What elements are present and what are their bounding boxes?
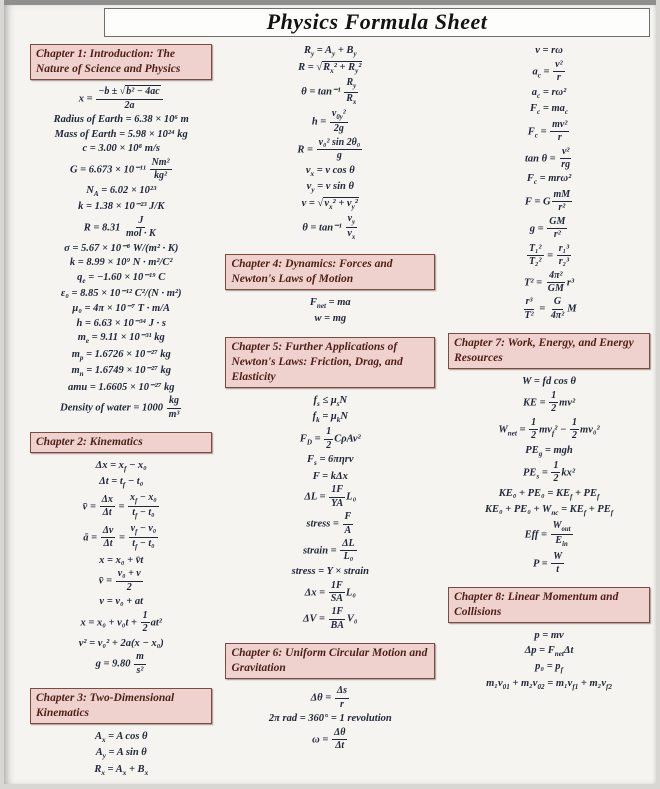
formula-line: F = kΔx xyxy=(312,470,348,482)
formula-line: $m_1v_{01} + m_2v_{02} = m_1v_{f1} + m_2v_{f2}$ xyxy=(486,677,612,691)
formula-line: KE = $\frac{1}{2}$ mv² xyxy=(522,389,576,415)
formula-line: $A_y = A$ sin θ xyxy=(95,747,147,761)
column-1 xyxy=(30,41,212,789)
chapter-5-formulas xyxy=(225,394,435,633)
formula-sheet xyxy=(4,0,656,784)
formula-line: amu = 1.6605 × 10⁻²⁷ kg xyxy=(67,381,175,393)
formula-line: T² = $\frac{\text{4π²}}{GM}$ r³ xyxy=(523,269,575,294)
formula-line: W = fd cos θ xyxy=(522,376,576,388)
chapter-3-header xyxy=(30,688,212,724)
column-3 xyxy=(448,41,650,703)
chapter-4-formulas xyxy=(225,296,435,326)
formula-line: $m_n = 1.6749 \times 10^{-27}$ kg xyxy=(71,365,171,379)
formula-line: ΔV = $\frac{1F}{BA}$ V₀ xyxy=(302,606,358,631)
chapter-7-header xyxy=(448,333,650,369)
formula-line: R = $\frac{\text{v₀² sin 2θ₀}}{g}$ xyxy=(297,136,361,162)
formula-line: $\frac{\text{T₁²}}{\text{T₂²}}$ = $\frac{\text{r₁³}}{\text{r₂³}}$ xyxy=(528,242,570,268)
formula-line: $A_x = A$ cos θ xyxy=(94,731,148,745)
formula-line: $F_c = mr\omega^2$ xyxy=(526,173,572,187)
chapter-1-header xyxy=(30,44,212,80)
formula-line: stress = Y × strain xyxy=(291,565,369,577)
formula-line: $F_s = 6\pi\eta rv$ xyxy=(307,454,354,468)
chapter-6-header xyxy=(225,643,435,679)
chapter-8-title: Chapter 8: Linear Momentum and Collisions xyxy=(454,591,619,619)
formula-line: Δθ = $\frac{\Delta s}{r}$ xyxy=(310,685,347,710)
formula-line: F = G $\frac{mM}{\text{r²}}$ xyxy=(524,188,571,214)
columns xyxy=(4,37,656,789)
formula-line: $R_x = A_x + B_x$ xyxy=(94,763,149,777)
formula-line: ω = $\frac{\Delta\theta}{\Delta t}$ xyxy=(312,726,346,752)
chapter-4-header xyxy=(225,254,435,290)
formula-line: g = 9.80 $\frac{m}{\text{s²}}$ xyxy=(95,651,144,676)
formula-line: $\frac{\text{r³}}{\text{T²}}$ = $\frac{G}{\text{4π²}}$ M xyxy=(524,296,577,321)
chapter-7-formulas xyxy=(448,375,650,576)
chapter-2-header xyxy=(30,432,212,453)
formula-line: $KE_0 + PE_0 = KE_f + PE_f$ xyxy=(498,487,600,502)
formula-line: ΔL = $\frac{1F}{YA}$ L₀ xyxy=(304,484,357,509)
chapter-7-title: Chapter 7: Work, Energy, and Energy Resources xyxy=(454,337,634,365)
sheet-title-bar xyxy=(104,8,650,37)
formula-line: $f_k = \mu_kN$ xyxy=(312,410,348,424)
formula-line: σ = 5.67 × 10⁻⁸ W/(m² · K) xyxy=(64,242,179,254)
formula-line: $W_{net}$ = $\frac{1}{2}$ $mv_f^2$ − $\frac{1}{2}$ mv₀² xyxy=(498,416,600,442)
column-2 xyxy=(225,41,435,763)
chapter-2-formulas xyxy=(30,459,212,677)
formula-line: k = 8.99 × 10⁹ N · m²/C² xyxy=(69,257,173,269)
chapter-1-formulas xyxy=(30,86,212,421)
chapter-1-title: Chapter 1: Introduction: The Nature of Science and Physics xyxy=(36,48,181,76)
formula-line: x = $\frac{\text{−b ± √b² − 4ac}}{2a}$ xyxy=(30,86,212,112)
formula-line: $a_c$ = $\frac{\text{v²}}{r}$ xyxy=(532,58,563,84)
chapter-5-title: Chapter 5: Further Applications of Newton's Laws: Friction, Drag, and Elasticity xyxy=(231,340,403,383)
formula-line: $F_c = ma_c$ xyxy=(530,103,569,117)
formula-line: Δx = $\frac{1F}{SA}$ L₀ xyxy=(304,579,356,604)
formula-line: Density of water = 1000 $\frac{kg}{\text{m³}}$ xyxy=(60,395,180,420)
chapter-6-formulas xyxy=(225,685,435,752)
formula-line: $v_x = v$ cos θ xyxy=(305,164,355,178)
formula-line: x = x₀ + v̄t xyxy=(99,554,144,566)
chapter-5-header xyxy=(225,337,435,388)
formula-line: $m_p = 1.6726 \times 10^{-27}$ kg xyxy=(71,348,171,362)
chapter-6-title: Chapter 6: Uniform Circular Motion and Gravitation xyxy=(231,647,428,675)
formula-line: μ₀ = 4π × 10⁻⁷ T · m/A xyxy=(72,303,171,315)
formula-line: g = $\frac{GM}{\text{r²}}$ xyxy=(529,215,566,241)
formula-line: $R = √R_x^2 + R_y^2$ xyxy=(298,61,362,75)
formula-line: v̄ = $\frac{\Delta x}{\Delta t}$ = $\frac{x_f - x_0}{t_f - t_0}$ xyxy=(82,491,157,521)
formula-line: $PE_s$ = $\frac{1}{2}$ kx² xyxy=(523,460,576,485)
formula-line: $m_e = 9.11 \times 10^{-31}$ kg xyxy=(77,332,165,346)
formula-line: θ = tan⁻¹ $\frac{v_y}{v_x}$ xyxy=(302,212,356,242)
chapter-8-formulas xyxy=(448,629,650,692)
formula-line: ā = $\frac{\Delta v}{\Delta t}$ = $\frac{v_f - v_0}{t_f - t_0}$ xyxy=(83,522,157,552)
chapter-3-continued-formulas xyxy=(225,44,435,243)
formula-line: $F_c$ = $\frac{\text{mv²}}{r}$ xyxy=(527,118,568,144)
formula-line: $F_D$ = $\frac{1}{2}$ CρAv² xyxy=(299,426,361,451)
formula-line: θ = tan⁻¹ $\frac{R_y}{R_x}$ xyxy=(301,77,357,106)
formula-line: v² = v₀² + 2a(x − x₀) xyxy=(78,637,164,649)
formula-line: $v = √v_x^2 + v_y^2$ xyxy=(301,197,358,211)
formula-line: $f_s \le \mu_sN$ xyxy=(313,394,348,408)
formula-line: $F_{net}$ = ma xyxy=(309,296,351,310)
formula-line: v̄ = $\frac{\text{v₀ + v}}{2}$ xyxy=(98,568,141,593)
formula-line: v = v₀ + at xyxy=(99,596,144,608)
formula-line: h = $\frac{v_{0y}^2}{2g}$ xyxy=(311,107,346,135)
formula-line: $p_0 = p_f$ xyxy=(535,661,563,675)
formula-line: Mass of Earth = 5.98 × 10²⁴ kg xyxy=(54,128,188,140)
formula-line: $N_A = 6.02 \times 10^{23}$ xyxy=(86,184,157,198)
formula-line: $PE_g$ = mgh xyxy=(525,444,573,458)
formula-line: x = x₀ + v₀t + $\frac{1}{2}$ at² xyxy=(80,609,162,635)
formula-line: stress = $\frac{F}{A}$ xyxy=(306,511,352,536)
chapter-8-header xyxy=(448,587,650,623)
chapter-6-continued-formulas xyxy=(448,44,650,322)
formula-line: 2π rad = 360° = 1 revolution xyxy=(268,713,392,725)
formula-line: $v_y = v$ sin θ xyxy=(306,181,354,195)
formula-line: $\Delta p = F_{net}\Delta t$ xyxy=(524,645,574,659)
formula-line: $R_y = A_y + B_y$ xyxy=(303,45,357,59)
page-title: Physics Formula Sheet xyxy=(266,9,488,34)
formula-line: h = 6.63 × 10⁻³⁴ J · s xyxy=(76,317,166,329)
formula-line: c = 3.00 × 10⁸ m/s xyxy=(82,143,160,155)
formula-line: p = mv xyxy=(534,630,564,642)
formula-line: Eff = $W_{out}$ $E_{in}$ xyxy=(524,519,571,549)
chapter-3-formulas xyxy=(30,730,212,778)
formula-line: P = $\frac{W}{t}$ xyxy=(532,550,563,576)
formula-line: ε₀ = 8.85 × 10⁻¹² C²/(N · m²) xyxy=(60,288,182,300)
formula-line: v = rω xyxy=(535,45,563,57)
formula-line: strain = $\frac{\Delta L}{\text{L₀}}$ xyxy=(302,537,355,563)
formula-line: Radius of Earth = 6.38 × 10⁶ m xyxy=(53,114,189,126)
formula-line: w = mg xyxy=(314,313,347,325)
chapter-2-title: Chapter 2: Kinematics xyxy=(36,436,143,449)
formula-line: G = 6.673 × 10⁻¹¹ $\frac{\text{Nm²}}{\text{kg²}}$ xyxy=(69,157,170,182)
formula-line: $a_c = r\omega^2$ xyxy=(531,86,567,100)
formula-line: R = 8.31 J mol · K xyxy=(83,214,156,240)
formula-line: $\Delta x = x_f - x_0$ xyxy=(95,460,147,474)
formula-line: $\Delta t = t_f - t_0$ xyxy=(99,476,144,490)
chapter-4-title: Chapter 4: Dynamics: Forces and Newton's Laws of Motion xyxy=(231,257,393,285)
chapter-3-title: Chapter 3: Two-Dimensional Kinematics xyxy=(36,692,175,720)
formula-line: tan θ = $\frac{\text{v²}}{rg}$ xyxy=(524,145,571,170)
formula-line: k = 1.38 × 10⁻²³ J/K xyxy=(78,201,165,213)
formula-line: $q_e = -1.60 \times 10^{-19}$ C xyxy=(77,272,166,286)
formula-line: $KE_0 + PE_0 + W_{nc} = KE_f + PE_f$ xyxy=(484,504,614,518)
